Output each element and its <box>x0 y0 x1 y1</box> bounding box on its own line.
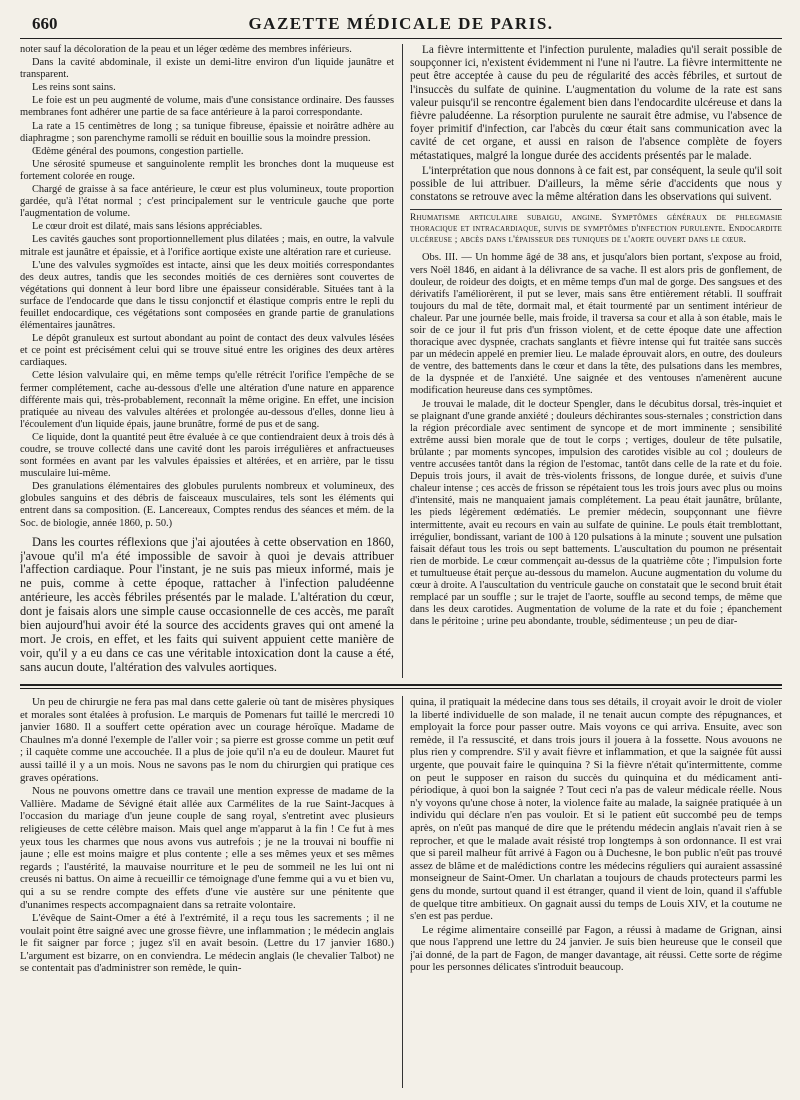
paragraph: Dans la cavité abdominale, il existe un demi-litre environ d'un liquide jaunâtre et transparent. <box>20 57 394 81</box>
paragraph: Le régime alimentaire conseillé par Fagon, a réussi à madame de Grignan, ainsi que nous l'apprend une lettre du 24 janvier. Je suis bien heureuse que le conseil que j'ai donné, de la part de Fagon, de manger davantage, ait réussi. Cette sorte de régime pour les personnes délicates s'introduit beaucoup. <box>410 923 782 974</box>
paragraph: Des granulations élémentaires des globules purulents nombreux et volumineux, des globules sanguins et des débris de faisceaux musculaires, tels sont les éléments qui entrent dans sa composition. (E. Lancereaux, Comptes rendus des séances et mém. de la Soc. de biologie, année 1860, p. 50.) <box>20 481 394 529</box>
top-section <box>20 44 782 678</box>
paragraph: L'une des valvules sygmoïdes est intacte, ainsi que les deux moitiés correspondantes des deux autres, tandis que les secondes moitiés de ces dernières sont couvertes de végétations qui donnent à leur bord libre une épaisseur considérable. Situées tant à la surface de l'endocarde que dans le tissu conjonctif et élastique compris entre le repli du feuillet endocardique, ces végétations sont composées en grande partie de granulations élémentaires jaunâtres. <box>20 259 394 332</box>
paragraph: L'interprétation que nous donnons à ce fait est, par conséquent, la seule qu'il soit possible de lui attribuer. D'ailleurs, la même série d'accidents que nous y constatons se retrouve avec la même altération dans les observations qui suivent. <box>410 164 782 204</box>
left-column-small-text <box>20 44 394 530</box>
feuilleton-column-divider <box>402 696 403 1088</box>
paragraph: Dans les courtes réflexions que j'ai ajoutées à cette observation en 1860, j'avoue qu'il m'a été impossible de savoir à quoi je devais attribuer l'affection cardiaque. Pour l'instant, je ne suis pas mieux informé, mais je ne puis, comme à cette époque, rattacher à l'infection paludéenne antérieure, les accès fébriles présentés par le malade. L'altération du cœur, dont je faisais alors une simple cause occasionnelle de ces accès, me paraît bien aujourd'hui avoir été la source des accidents graves qui ont amené la mort. Je crois, en effet, et les faits qui suivent appuient cette manière de voir, qu'il y a eu dans ce cas une véritable intoxication dont la cause a été, sans aucun doute, l'altération des valvules aortiques. <box>20 534 394 674</box>
paragraph: Un peu de chirurgie ne fera pas mal dans cette galerie où tant de misères physiques et morales sont étalées à profusion. Le marquis de Pomenars fut taillé le mercredi 10 janvier 1680. Il a souffert cette opération avec un courage héroïque. Madame de Chaulnes m'a donné l'exemple de l'aller voir ; sa pierre est grosse comme un petit œuf ; il caquète comme une accouchée. Il a plus de joie qu'il n'a eu de douleur. Mauret fut aussi taillé il y a un mois. Nous ne savons pas le nom du chirurgien qui pratique ces graves opérations. <box>20 696 394 784</box>
paragraph: Chargé de graisse à sa face antérieure, le cœur est plus volumineux, toute proportion gardée, qu'à l'état normal ; c'est principalement sur le ventricule gauche que porte l'augmentation de volume. <box>20 184 394 220</box>
paragraph: Une sérosité spumeuse et sanguinolente remplit les bronches dont la muqueuse est fortement colorée en rouge. <box>20 158 394 182</box>
feuilleton-divider <box>20 684 782 686</box>
page-header <box>20 8 782 39</box>
right-column <box>410 44 782 629</box>
journal-title: GAZETTE MÉDICALE DE PARIS. <box>248 14 554 33</box>
paragraph: Nous ne pouvons omettre dans ce travail une mention expresse de madame de la Vallière. Madame de Sévigné était allée aux Carmélites de la rue Saint-Jacques à l'occasion du mariage d'un jeune couple de sang royal, s'entretint avec plusieurs religieuses de cette célèbre maison. Mais quel ange m'apparut à la fin ! Ce fut à mes yeux tous les charmes que nous avons vus autrefois ; je ne la trouvai ni bouffie ni jaune ; elle est moins maigre et plus contente ; elle a ses mêmes yeux et ses mêmes regards ; l'austérité, la mauvaise nourriture et le peu de sommeil ne les lui ont ni creusés ni battus. On aime à recueillir ce témoignage d'une femme qui a vu et bien vu, qui a su se rendre compte des effets d'une vie austère sur une pénitente que d'unanimes respects accompagnaient dans sa retraite volontaire. <box>20 785 394 911</box>
paragraph: Les cavités gauches sont proportionnellement plus dilatées ; mais, en outre, la valvule mitrale est jaunâtre et épaissie, et à l'orifice aortique existe une altération rare et curieuse. <box>20 234 394 258</box>
paragraph: Ce liquide, dont la quantité peut être évaluée à ce que contiendraient deux à trois dés à coudre, se trouve collecté dans une cavité dont les parois irrégulières et anfractueuses sont formées en avant par les valvules épaissies et altérées, et en arrière, par le tissu musculaire lui-même. <box>20 431 394 480</box>
feuilleton-right-text <box>410 696 782 974</box>
paragraph: Le dépôt granuleux est surtout abondant au point de contact des deux valvules lésées et ce point est précisément celui qui se trouve situé entre les origines des deux artères cardiaques. <box>20 333 394 369</box>
paragraph: noter sauf la décoloration de la peau et un léger œdème des membres inférieurs. <box>20 44 352 55</box>
paragraph: quina, il pratiquait la médecine dans tous ses détails, il croyait avoir le droit de violer la liberté individuelle de son malade, il ne tenait aucun compte des répugnances, et employait la force pour passer outre. Mais voyons ce qui arriva. Ensuite, avec son remède, il l'a ressuscité, et dans trois jours il jouera à la fossette. Nous avouons ne plus rien y comprendre. S'il y avait fièvre et inflammation, et que la saignée fût aussi urgente, que pouvait faire le quinquina ? Si la fièvre n'était qu'intermittente, comme on peut le supposer en raison du succès du quinquina et du médicament anti-périodique, à quoi bon la saignée ? Tout ceci n'a pas de valeur médicale réelle. Nous n'y voyons qu'une chose à noter, la violence faite au malade, la saignée pratiquée à un individu qui déclare n'en pas vouloir. Et si le patient eût succombé peu de temps après, on n'eût pas manqué de dire que le prétendu médecin anglais n'avait rien à se reprocher, et que le malade avait résisté trop longtemps à son ordonnance. Il est vrai que si pareil malheur fût arrivé à Fagon ou à Duchesne, le bon public n'eût pas trouvé assez de blâme et de malédictions contre les médecins réguliers qui auraient assassiné monseigneur de Saint-Omer. Un charlatan a toujours de chauds protecteurs parmi les gens du monde, surtout quand il est étranger, quand il vient de loin, quand il s'affuble de quelque titre ambitieux. On gagnait aussi du temps de Louis XIV, et la coutume ne s'en est pas perdue. <box>410 696 782 923</box>
feuilleton-left-column <box>20 696 394 976</box>
paragraph: La rate a 15 centimètres de long ; sa tunique fibreuse, épaissie et noirâtre adhère au diaphragme ; son parenchyme ramolli se réduit en bouillie sous la moindre pression. <box>20 120 394 144</box>
left-column <box>20 44 394 678</box>
feuilleton-divider-second <box>20 688 782 689</box>
right-column-intro <box>410 44 782 204</box>
paragraph: Le cœur droit est dilaté, mais sans lésions appréciables. <box>32 221 263 233</box>
page-number: 660 <box>32 14 58 33</box>
left-column-commentary <box>20 536 394 675</box>
paragraph: L'évêque de Saint-Omer a été à l'extrémité, il a reçu tous les sacrements ; il ne voulait point être saigné avec une grosse fièvre, une inflammation ; le médecin anglais le fit saigner par force ; jugez s'il en avait besoin. (Lettre du 17 janvier 1680.) L'argument est bizarre, on en conviendra. Le médecin anglais (le chevalier Talbot) ne se contentait pas d'administrer son remède, le quin- <box>20 912 394 975</box>
paragraph: Le foie est un peu augmenté de volume, mais d'une consistance ordinaire. Des fausses membranes font adhérer une partie de sa face antérieure à la paroi correspondante. <box>20 95 394 119</box>
newspaper-page <box>20 8 782 1092</box>
section-title: Rhumatisme articulaire subaigu, angine. Symptômes généraux de phlegmasie thoracique et intracardiaque, suivis de symptômes d'infection purulente. Endocardite ulcéreuse ; abcès dans l'épaisseur des tuniques de l'aorte ouvert dans le cœur. <box>410 213 782 246</box>
paragraph: Obs. III. — Un homme âgé de 38 ans, et jusqu'alors bien portant, s'expose au froid, vers Noël 1846, en aidant à la délivrance de sa vache. Il est alors pris de gonflement, de douleur, de roideur des doigts, et en même temps d'un mal de gorge. Des sangsues et des dérivatifs l'améliorèrent, il put se lever, mais sans être entièrement rétabli. Il souffrait toujours du mal de tête, dormait mal, et était tourmenté par un sentiment intérieur de chaleur. Par une journée belle, mais froide, il traversa sa cour et alla à son étable, mais le soir de ce jour il fut pris d'un frisson violent, et de cette époque date une affection thoracique avec dyspnée, crachats sanglants et fièvre intense qui fut traitée sans succès par un médecin appelé en premier lieu. Le malade éprouvait alors, en outre, des douleurs de ventre, des battements dans le cœur et dans la tête, des pulsations dans les membres, de la dyspnée et de l'anxiété. Une saignée et des ventouses n'amenèrent aucune modification heureuse dans ces symptômes. <box>410 252 782 397</box>
paragraph: Les reins sont sains. <box>32 82 116 94</box>
right-column-observation <box>410 252 782 628</box>
feuilleton-right-column <box>410 696 782 975</box>
column-divider <box>402 44 403 678</box>
paragraph: Œdème général des poumons, congestion partielle. <box>32 145 244 157</box>
feuilleton-left-text <box>20 696 394 975</box>
paragraph: Je trouvai le malade, dit le docteur Spengler, dans le décubitus dorsal, très-inquiet et se plaignant d'une grande anxiété ; douleurs déchirantes sous-sternales ; constriction dans la région précordiale avec sentiment de syncope et de mort imminente ; sensibilité extrême aussi bien morale que de tout le corps ; vertiges, douleur de tête pulsatile, brûlante ; par moments syncopes, impulsion des carotides visible au col ; douleurs de ventre accusées tantôt dans la région de l'estomac, tantôt dans celle de la rate et du foie. Depuis trois jours, il avait de très-violents frissons, de longue durée, et suivis d'une chaleur intense ; ces accès de frisson se répétaient tous les trois jours avec plus ou moins d'intensité, mais ne manquaient jamais complétement. La peau était jaunâtre, brûlante, les pieds légèrement œdématiés. Le premier médecin, soupçonnant une fièvre intermittente, avait eu recours en vain au sulfate de quinine. Le pouls était tremblottant, irrégulier, bondissant, variant de 100 à 120 pulsations à la minute ; souvent une pulsation faisait défaut tous les trois ou sept battements. L'auscultation du poumon ne présentait rien de morbide. Le cœur commençait au-dessus de la quatrième côte ; l'impulsion forte et tumultueuse était perçue au-dessous du mamelon. Aucune augmentation du volume du cœur à droite. A l'auscultation du ventricule gauche on constatait que le second bruit était remplacé par un souffle ; sur le trajet de l'aorte, souffle au second temps, de même que dans les deux carotides. Augmentation de volume de la rate et du foie ; épanchement dans le péritoine ; urine peu abondante, trouble, sédimenteuse ; un peu de diar- <box>410 398 782 628</box>
feuilleton-section <box>20 696 782 1092</box>
section-divider <box>410 209 782 210</box>
paragraph: La fièvre intermittente et l'infection purulente, maladies qu'il serait possible de soupçonner ici, n'existent évidemment ni l'une ni l'autre. La fièvre intermittente ne peut être acceptée à cause du peu de régularité des accès fébriles, et surtout de l'insuccès du sulfate de quinine. L'augmentation du volume de la rate est sans valeur puisqu'il se rencontre également bien dans l'endocardite ulcéreuse et dans la fièvre paludéenne. La résorption purulente ne saurait être admise, vu l'absence de foyer primitif d'infection, car l'abcès du cœur était sans communication avec la cavité de cet organe, et aussi en raison de l'absence complète de foyers métastatiques, malgré la longue durée des accidents présentés par le malade. <box>410 44 782 162</box>
paragraph: Cette lésion valvulaire qui, en même temps qu'elle rétrécit l'orifice l'empêche de se fermer complétement, cache au-dessous d'elle une altération d'une nature en apparence différente mais qui, très-probablement, reconnaît la même origine. En effet, une incision pratiquée au niveau des valvules altérées et prolongée au-dessous d'elles, donne lieu à l'écoulement d'un liquide épais, jaune brunâtre, formé de pus et de sang. <box>20 370 394 430</box>
